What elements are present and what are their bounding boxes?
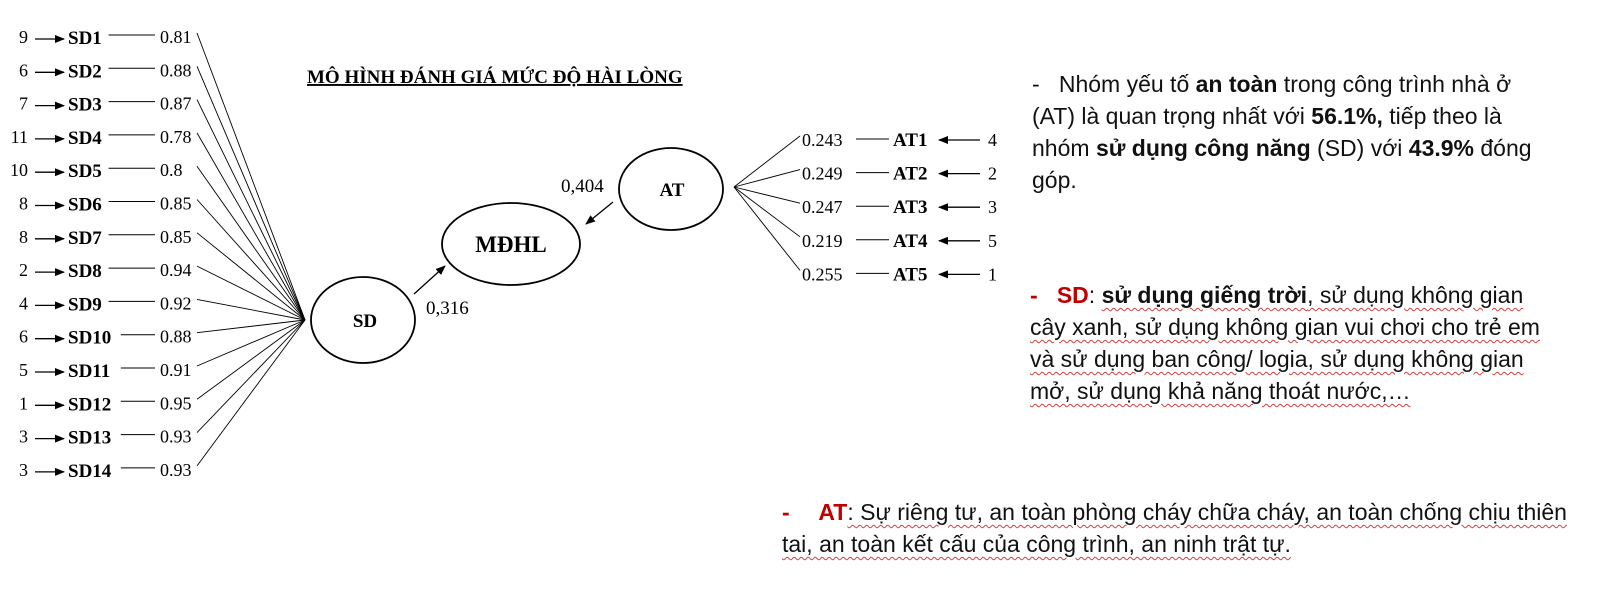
at-indicator: [734, 187, 997, 218]
sd-label: SD6: [68, 194, 102, 216]
note2-dash: -: [1030, 282, 1038, 308]
sd-to-mdhl-arrow: [414, 266, 445, 294]
at-label: AT1: [893, 130, 928, 151]
note2-rest: , sử dụng không gian cây xanh, sử dụng không gian vui chơi cho trẻ em và sử dụng ban công/ logia, sử dụng không gian mở, sử dụng khả năng thoát nước,…: [1030, 282, 1540, 404]
note3-key: AT: [818, 499, 848, 525]
sd-rank: 3: [19, 459, 28, 480]
sd-label: SD13: [68, 427, 112, 449]
sd-label: SD3: [68, 94, 102, 116]
note3-dash: -: [782, 499, 790, 525]
sd-label: SD1: [68, 28, 102, 49]
sd-indicator: [19, 293, 305, 320]
at-construct-label: AT: [659, 180, 685, 201]
sd-loading-line: [197, 266, 305, 320]
note1-dash: -: [1032, 71, 1040, 97]
at-rank: 3: [988, 197, 997, 218]
at-indicator: [734, 130, 997, 187]
at-to-mdhl-arrow: [586, 202, 613, 224]
note1-text-5: đóng góp.: [1032, 135, 1532, 193]
note-sd-items: [1030, 279, 1560, 407]
sd-loading-line: [197, 166, 305, 320]
at-indicator-group: [734, 130, 997, 285]
sd-loading: 0.81: [160, 27, 192, 47]
note1-bold-2: 56.1%,: [1311, 103, 1383, 129]
at-loading: 0.247: [802, 197, 843, 218]
sd-rank: 10: [10, 160, 28, 181]
at-indicator: [734, 164, 997, 187]
at-indicator: [734, 187, 997, 285]
note2-bold: sử dụng giếng trời: [1101, 282, 1308, 308]
sd-label: SD14: [68, 460, 112, 482]
mdhl-label: MĐHL: [475, 232, 547, 257]
sd-loading-line: [197, 66, 305, 320]
note-at-sd-weights: [1032, 68, 1552, 196]
at-loading: 0.249: [802, 163, 843, 184]
at-rank: 5: [988, 230, 997, 251]
sd-label: SD11: [68, 361, 111, 382]
sd-rank: 11: [10, 126, 28, 147]
at-label: AT3: [893, 197, 928, 219]
at-label: AT4: [893, 230, 928, 252]
note1-text-2: trong công trình nhà ở (AT) là quan trọng nhất với: [1032, 71, 1512, 129]
note1-bold-3: sử dụng công năng: [1095, 135, 1311, 161]
sd-loading: 0.95: [160, 393, 192, 414]
sd-label: SD7: [68, 227, 102, 249]
at-loading: 0.219: [802, 230, 843, 251]
sd-loading: 0.92: [160, 293, 192, 314]
sd-label: SD8: [68, 261, 102, 283]
sd-indicator: [11, 127, 305, 320]
sd-loading: 0.78: [160, 126, 192, 147]
at-loading-line: [734, 187, 800, 270]
sd-rank: 5: [19, 360, 28, 380]
at-label: AT5: [893, 264, 928, 286]
sd-label: SD2: [68, 61, 102, 83]
sd-construct-label: SD: [352, 311, 378, 332]
sd-rank: 1: [19, 393, 28, 414]
note1-text-3: tiếp theo là nhóm: [1032, 103, 1502, 161]
sd-loading: 0.85: [160, 226, 192, 247]
note2-colon: :: [1088, 282, 1102, 308]
note1-bold-4: 43.9%: [1408, 135, 1474, 161]
sd-loading-line: [197, 320, 305, 333]
sd-loading-line: [197, 320, 305, 466]
sd-loading: 0.88: [160, 60, 192, 81]
note1-bold-1: an toàn: [1195, 71, 1278, 97]
sd-loading: 0.87: [160, 93, 192, 114]
sd-to-mdhl-coefficient: 0,316: [426, 298, 469, 319]
sd-loading: 0.85: [160, 193, 192, 214]
note1-text-4: (SD) với: [1310, 135, 1409, 161]
note3-rest: : Sự riêng tư, an toàn phòng cháy chữa cháy, an toàn chống chịu thiên tai, an toàn kết cấu của công trình, an ninh trật tự.: [782, 499, 1567, 557]
sd-rank: 4: [19, 293, 28, 314]
sd-label: SD5: [68, 161, 102, 183]
sd-loading: 0.94: [160, 260, 192, 281]
note1-text-1: Nhóm yếu tố: [1058, 71, 1196, 97]
sd-rank: 2: [19, 260, 28, 281]
sd-loading-line: [197, 320, 305, 433]
sd-label: SD12: [68, 394, 112, 416]
sd-label: SD10: [68, 327, 112, 349]
note2-key: SD: [1056, 282, 1089, 308]
at-rank: 1: [988, 264, 997, 285]
at-rank: 2: [988, 163, 997, 184]
at-to-mdhl-coefficient: 0,404: [561, 176, 604, 197]
sd-loading: 0.88: [160, 326, 192, 347]
sd-rank: 3: [19, 426, 28, 447]
at-loading-line: [734, 187, 800, 203]
sd-rank: 9: [19, 27, 28, 47]
sd-label: SD4: [68, 127, 102, 149]
sd-loading: 0.93: [160, 459, 192, 480]
diagram-title: MÔ HÌNH ĐÁNH GIÁ MỨC ĐỘ HÀI LÒNG: [307, 67, 683, 88]
sd-loading-line: [197, 133, 305, 320]
at-loading: 0.255: [802, 264, 843, 285]
sd-rank: 8: [19, 226, 28, 247]
at-loading-line: [734, 170, 800, 187]
sd-rank: 7: [19, 93, 28, 114]
sd-rank: 8: [19, 193, 28, 214]
sd-loading: 0.91: [160, 360, 192, 380]
sd-loading: 0.93: [160, 426, 192, 447]
sd-indicator-group: [10, 27, 305, 482]
at-loading: 0.243: [802, 130, 843, 150]
sd-indicator: [10, 160, 305, 320]
sd-rank: 6: [19, 326, 28, 347]
note-at-items: [782, 496, 1572, 560]
sd-label: SD9: [68, 294, 102, 316]
at-rank: 4: [988, 130, 997, 150]
sd-loading: 0.8: [160, 160, 183, 181]
at-label: AT2: [893, 163, 928, 185]
sd-loading-line: [197, 320, 305, 399]
sd-indicator: [19, 320, 305, 349]
sd-rank: 6: [19, 60, 28, 81]
at-loading-line: [734, 136, 800, 187]
sd-loading-line: [197, 200, 305, 321]
sd-loading-line: [197, 100, 305, 320]
